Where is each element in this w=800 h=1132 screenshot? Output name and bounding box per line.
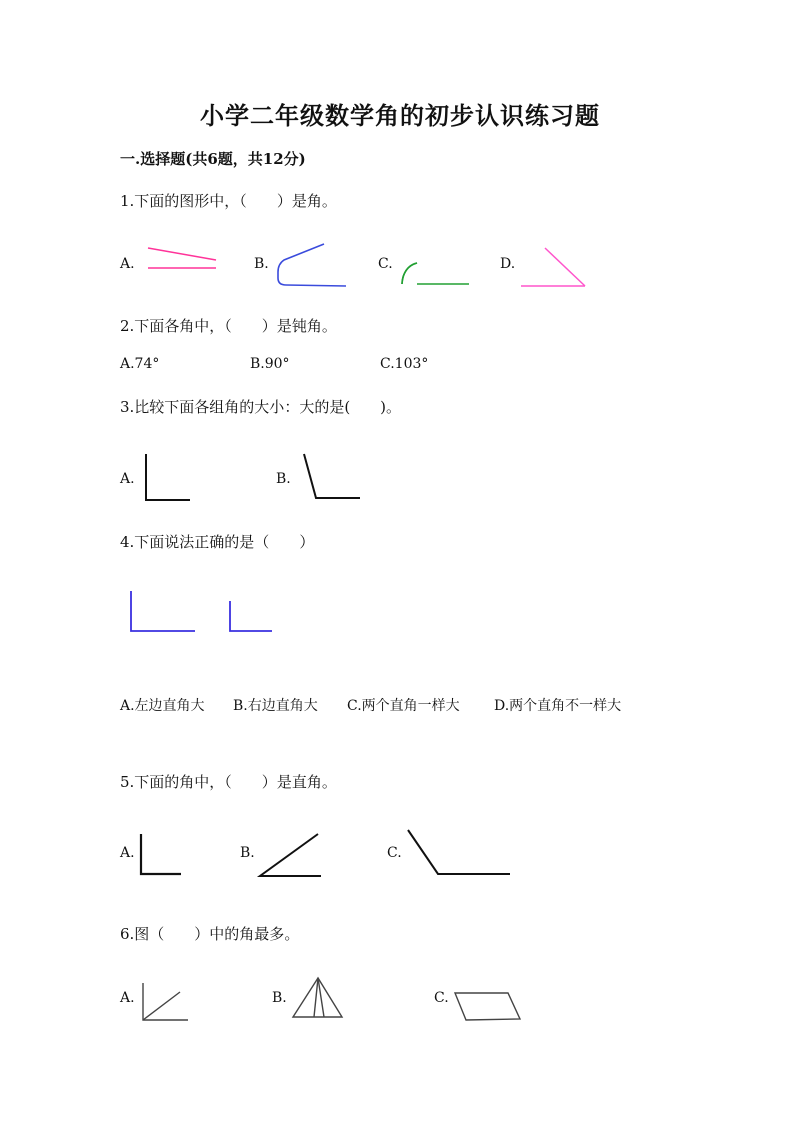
q2-option-b[interactable]: B.90° (250, 356, 290, 372)
q5-option-b[interactable]: B. (240, 845, 255, 861)
question-1: 1.下面的图形中，（ ）是角。 (120, 192, 337, 210)
q1-figure-b (270, 238, 360, 290)
q4-option-a[interactable]: A.左边直角大 (120, 698, 205, 714)
q2-option-c[interactable]: C.103° (380, 356, 429, 372)
q6-option-a[interactable]: A. (120, 990, 135, 1006)
question-4: 4.下面说法正确的是（ ） (120, 533, 315, 551)
q3-figure-b (298, 450, 368, 505)
page-title: 小学二年级数学角的初步认识练习题 (200, 101, 600, 130)
q1-option-b[interactable]: B. (254, 256, 269, 272)
q5-figure-b (255, 830, 335, 880)
question-5: 5.下面的角中，（ ）是直角。 (120, 773, 337, 791)
section-heading: 一.选择题(共6题，共12分) (120, 150, 306, 168)
q3-option-a[interactable]: A. (120, 471, 135, 487)
q1-option-c[interactable]: C. (378, 256, 393, 272)
q3-option-b[interactable]: B. (276, 471, 291, 487)
q5-figure-c (402, 826, 517, 881)
q1-figure-a (140, 240, 230, 270)
q2-option-a[interactable]: A.74° (120, 356, 160, 372)
q5-figure-a (135, 830, 190, 880)
q5-option-c[interactable]: C. (387, 845, 402, 861)
q4-figure-right-angles (125, 588, 285, 638)
question-6: 6.图（ ）中的角最多。 (120, 925, 300, 943)
question-2: 2.下面各角中，（ ）是钝角。 (120, 317, 337, 335)
q6-figure-a (138, 980, 193, 1025)
q5-option-a[interactable]: A. (120, 845, 135, 861)
q1-option-a[interactable]: A. (120, 256, 135, 272)
q6-figure-c (450, 988, 525, 1026)
q6-option-b[interactable]: B. (272, 990, 287, 1006)
q4-option-d[interactable]: D.两个直角不一样大 (494, 698, 622, 714)
q1-option-d[interactable]: D. (500, 256, 516, 272)
question-3: 3.比较下面各组角的大小：大的是( )。 (120, 398, 402, 416)
q4-option-b[interactable]: B.右边直角大 (233, 698, 318, 714)
q1-figure-c (395, 255, 475, 290)
q4-option-c[interactable]: C.两个直角一样大 (347, 698, 460, 714)
q6-figure-b (288, 973, 348, 1023)
q1-figure-d (515, 240, 595, 292)
q6-option-c[interactable]: C. (434, 990, 449, 1006)
q3-figure-a (140, 450, 200, 505)
